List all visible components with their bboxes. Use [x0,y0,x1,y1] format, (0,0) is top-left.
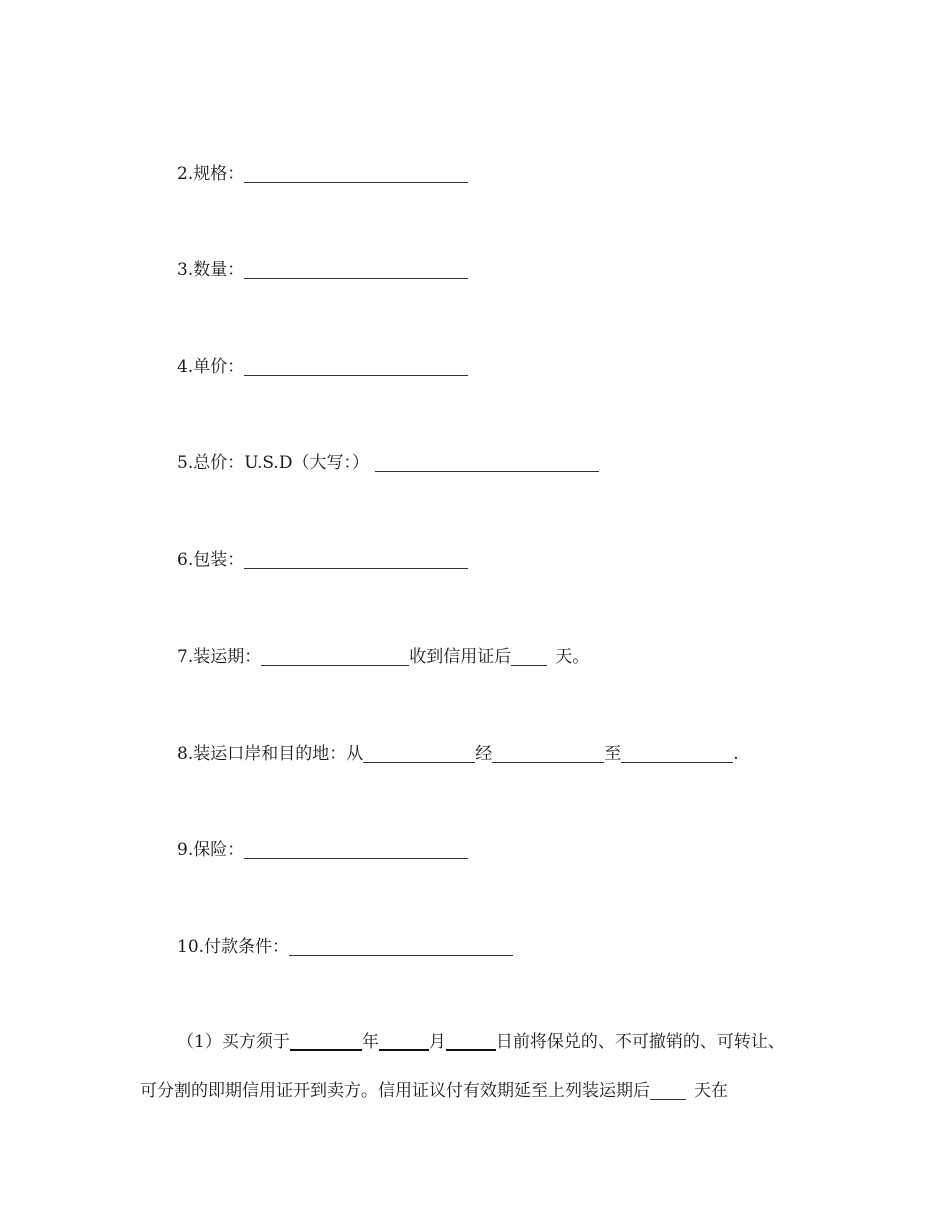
spec-label: 2.规格： [177,164,245,184]
clause-1-rest: 日前将保兑的、不可撤销的、可转让、 [495,1032,785,1052]
total-price-row [177,451,599,475]
spec-blank[interactable] [244,164,468,183]
unit-price-label: 4.单价： [177,357,245,377]
port-label: 8.装运口岸和目的地：从 [177,744,364,764]
clause-month-text: 月 [428,1032,446,1052]
packing-blank[interactable] [244,550,468,569]
insurance-row [177,838,468,862]
port-row [177,742,739,766]
unit-price-blank[interactable] [244,357,468,376]
quantity-row [177,258,468,282]
shipment-label: 7.装运期： [177,647,262,667]
clause-day-blank[interactable] [446,1031,496,1051]
clause-1-lead: （1）买方须于 [177,1032,290,1052]
port-via-text: 经 [475,744,493,764]
port-via-blank[interactable] [492,744,604,763]
clause-year-blank[interactable] [290,1031,362,1051]
shipment-date-blank[interactable] [261,647,409,666]
clause-month-blank[interactable] [379,1031,429,1051]
payment-label: 10.付款条件： [177,937,290,957]
shipment-mid-text: 收到信用证后 [409,647,512,667]
port-end-text: . [733,744,739,764]
quantity-label: 3.数量： [177,260,245,280]
insurance-label: 9.保险： [177,840,245,860]
unit-price-row [177,355,468,379]
payment-blank[interactable] [289,937,513,956]
packing-label: 6.包装： [177,550,245,570]
total-price-label: 5.总价：U.S.D（大写：） [177,453,369,473]
shipment-end-text: 天。 [555,647,590,667]
payment-row [177,935,513,959]
clause-2-text: 可分割的即期信用证开到卖方。信用证议付有效期延至上列装运期后 [140,1081,650,1101]
total-price-blank[interactable] [375,453,599,472]
port-from-blank[interactable] [363,744,475,763]
clause-year-text: 年 [361,1032,379,1052]
clause-line-2 [140,1079,830,1103]
port-to-text: 至 [604,744,622,764]
port-to-blank[interactable] [621,744,733,763]
spec-row [177,162,468,186]
insurance-blank[interactable] [244,840,468,859]
shipment-row [177,645,589,669]
clause-line-1 [177,1030,867,1054]
clause-days-blank[interactable] [650,1081,686,1100]
packing-row [177,548,468,572]
clause-2-end: 天在 [694,1081,728,1101]
quantity-blank[interactable] [244,260,468,279]
shipment-days-blank[interactable] [511,647,547,666]
